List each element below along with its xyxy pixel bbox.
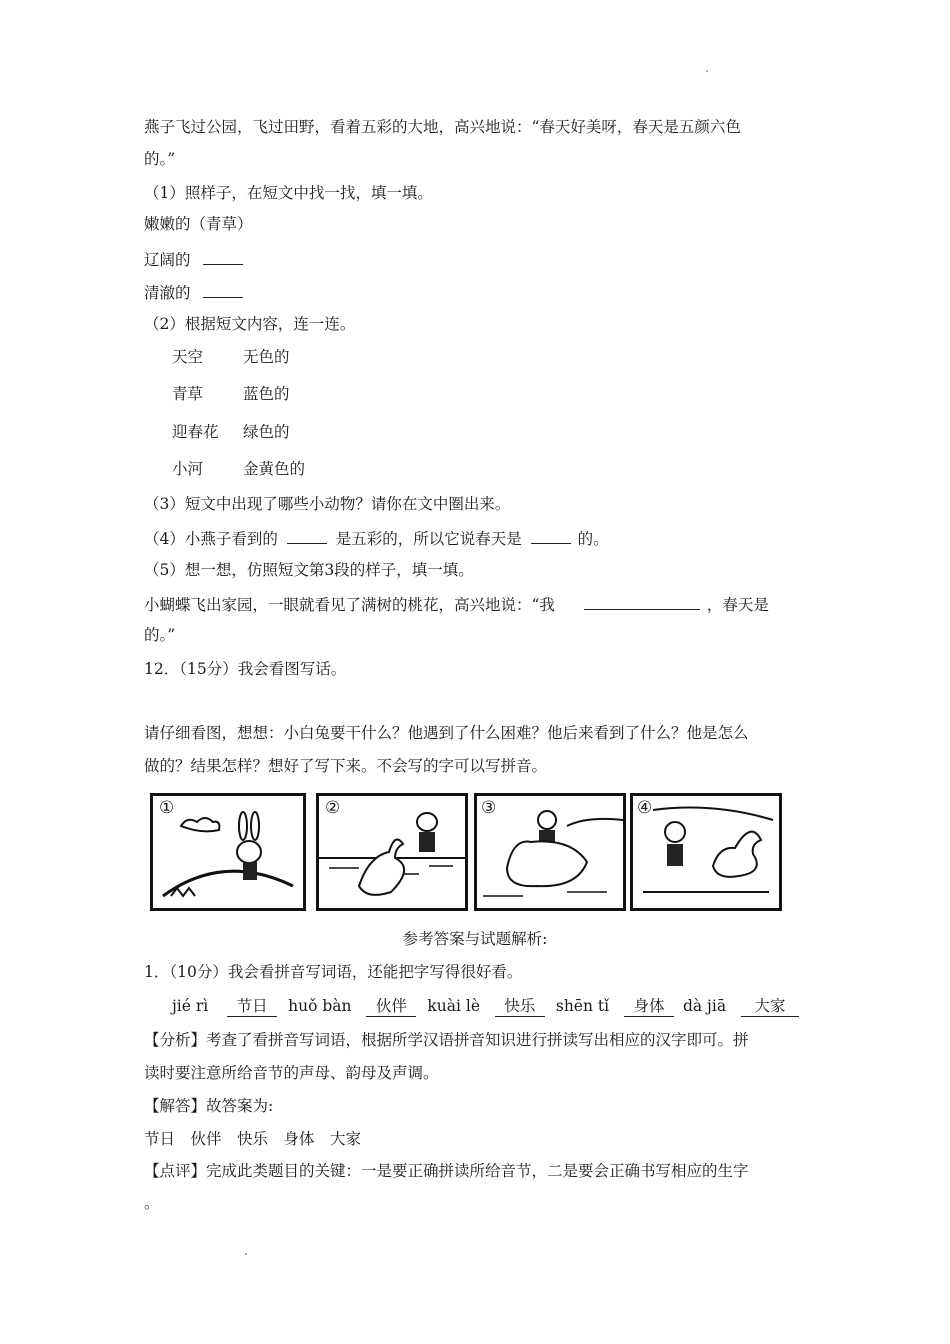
rabbit-on-hill-illustration xyxy=(153,796,303,908)
answer-blank[interactable] xyxy=(584,593,700,610)
answer-blank[interactable] xyxy=(531,527,571,544)
passage-line-1: 燕子飞过公园，飞过田野，看着五彩的大地，高兴地说：“春天好美呀，春天是五颜六色 xyxy=(144,118,741,136)
q1-instruction: （1）照样子，在短文中找一找，填一填。 xyxy=(144,184,433,202)
q4-part-3: 的。 xyxy=(577,530,609,548)
q5-line-2: 的。” xyxy=(144,626,176,644)
q1-item-1-label: 辽阔的 xyxy=(144,251,191,269)
rabbit-and-goose-illustration xyxy=(319,796,465,908)
solution-label: 【解答】故答案为: xyxy=(144,1097,274,1115)
q4-line xyxy=(144,527,609,549)
match-right-3: 绿色的 xyxy=(243,423,290,441)
answer-word-5: 大家 xyxy=(741,996,799,1017)
q12-prompt-2: 做的？结果怎样？想好了写下来。不会写的字可以写拼音。 xyxy=(144,757,548,775)
match-left-2: 青草 xyxy=(172,385,204,403)
pinyin-row xyxy=(172,996,799,1017)
rabbit-waving-goodbye-illustration xyxy=(633,796,779,908)
answers-q1-title: 1．（10分）我会看拼音写词语，还能把字写得很好看。 xyxy=(144,963,523,981)
analysis-line-1: 【分析】考查了看拼音写词语，根据所学汉语拼音知识进行拼读写出相应的汉字即可。拼 xyxy=(144,1031,749,1049)
picture-strip xyxy=(150,785,782,913)
q12-title: 12．（15分）我会看图写话。 xyxy=(144,660,347,678)
q4-part-2: 是五彩的，所以它说春天是 xyxy=(335,530,522,548)
passage-line-2: 的。” xyxy=(144,150,176,168)
scan-dot xyxy=(245,1253,247,1255)
answer-blank[interactable] xyxy=(203,281,243,298)
rabbit-riding-goose-illustration xyxy=(477,796,623,908)
match-right-2: 蓝色的 xyxy=(243,385,290,403)
answer-word-1: 节日 xyxy=(227,996,277,1017)
picture-panel-2 xyxy=(316,793,468,911)
answer-blank[interactable] xyxy=(203,248,243,265)
comment-line-1: 【点评】完成此类题目的关键：一是要正确拼读所给音节，二是要会正确书写相应的生字 xyxy=(144,1162,749,1180)
q4-part-1: （4）小燕子看到的 xyxy=(144,530,278,548)
q1-item-2-label: 清澈的 xyxy=(144,284,191,302)
q5-instruction: （5）想一想，仿照短文第3段的样子，填一填。 xyxy=(144,561,474,579)
panel-number: ① xyxy=(159,798,175,818)
panel-number: ④ xyxy=(637,798,653,818)
match-left-3: 迎春花 xyxy=(172,423,219,441)
pinyin-4: shēn tǐ xyxy=(555,997,610,1015)
q3-instruction: （3）短文中出现了哪些小动物？请你在文中圈出来。 xyxy=(144,495,511,513)
match-left-1: 天空 xyxy=(172,348,204,366)
picture-panel-3 xyxy=(474,793,626,911)
answers-heading: 参考答案与试题解析: xyxy=(402,930,548,948)
answer-word-3: 快乐 xyxy=(495,996,545,1017)
scan-dot xyxy=(706,70,708,72)
q1-item-2 xyxy=(144,281,243,303)
panel-number: ② xyxy=(325,798,341,818)
panel-number: ③ xyxy=(481,798,497,818)
match-right-4: 金黄色的 xyxy=(243,460,306,478)
q5-line-1a: 小蝴蝶飞出家园，一眼就看见了满树的桃花，高兴地说：“我 xyxy=(144,596,555,614)
analysis-line-2: 读时要注意所给音节的声母、韵母及声调。 xyxy=(144,1064,439,1082)
pinyin-3: kuài lè xyxy=(427,997,480,1015)
q1-example: 嫩嫩的（青草） xyxy=(144,215,253,233)
match-left-4: 小河 xyxy=(172,460,204,478)
match-right-1: 无色的 xyxy=(243,348,290,366)
picture-panel-4 xyxy=(630,793,782,911)
comment-line-2: 。 xyxy=(144,1194,160,1212)
q12-prompt-1: 请仔细看图，想想：小白兔要干什么？他遇到了什么困难？他后来看到了什么？他是怎么 xyxy=(144,724,749,742)
q1-item-1 xyxy=(144,248,243,270)
pinyin-5: dà jiā xyxy=(682,997,727,1015)
answer-word-4: 身体 xyxy=(624,996,674,1017)
solution-words: 节日 伙伴 快乐 身体 大家 xyxy=(144,1130,362,1148)
answer-word-2: 伙伴 xyxy=(366,996,416,1017)
q5-line-1 xyxy=(144,593,769,615)
pinyin-2: huǒ bàn xyxy=(288,997,352,1015)
answer-blank[interactable] xyxy=(287,527,327,544)
q2-instruction: （2）根据短文内容，连一连。 xyxy=(144,315,356,333)
q5-line-1b: ，春天是 xyxy=(706,596,769,614)
picture-panel-1 xyxy=(150,793,306,911)
pinyin-1: jié rì xyxy=(172,997,209,1015)
